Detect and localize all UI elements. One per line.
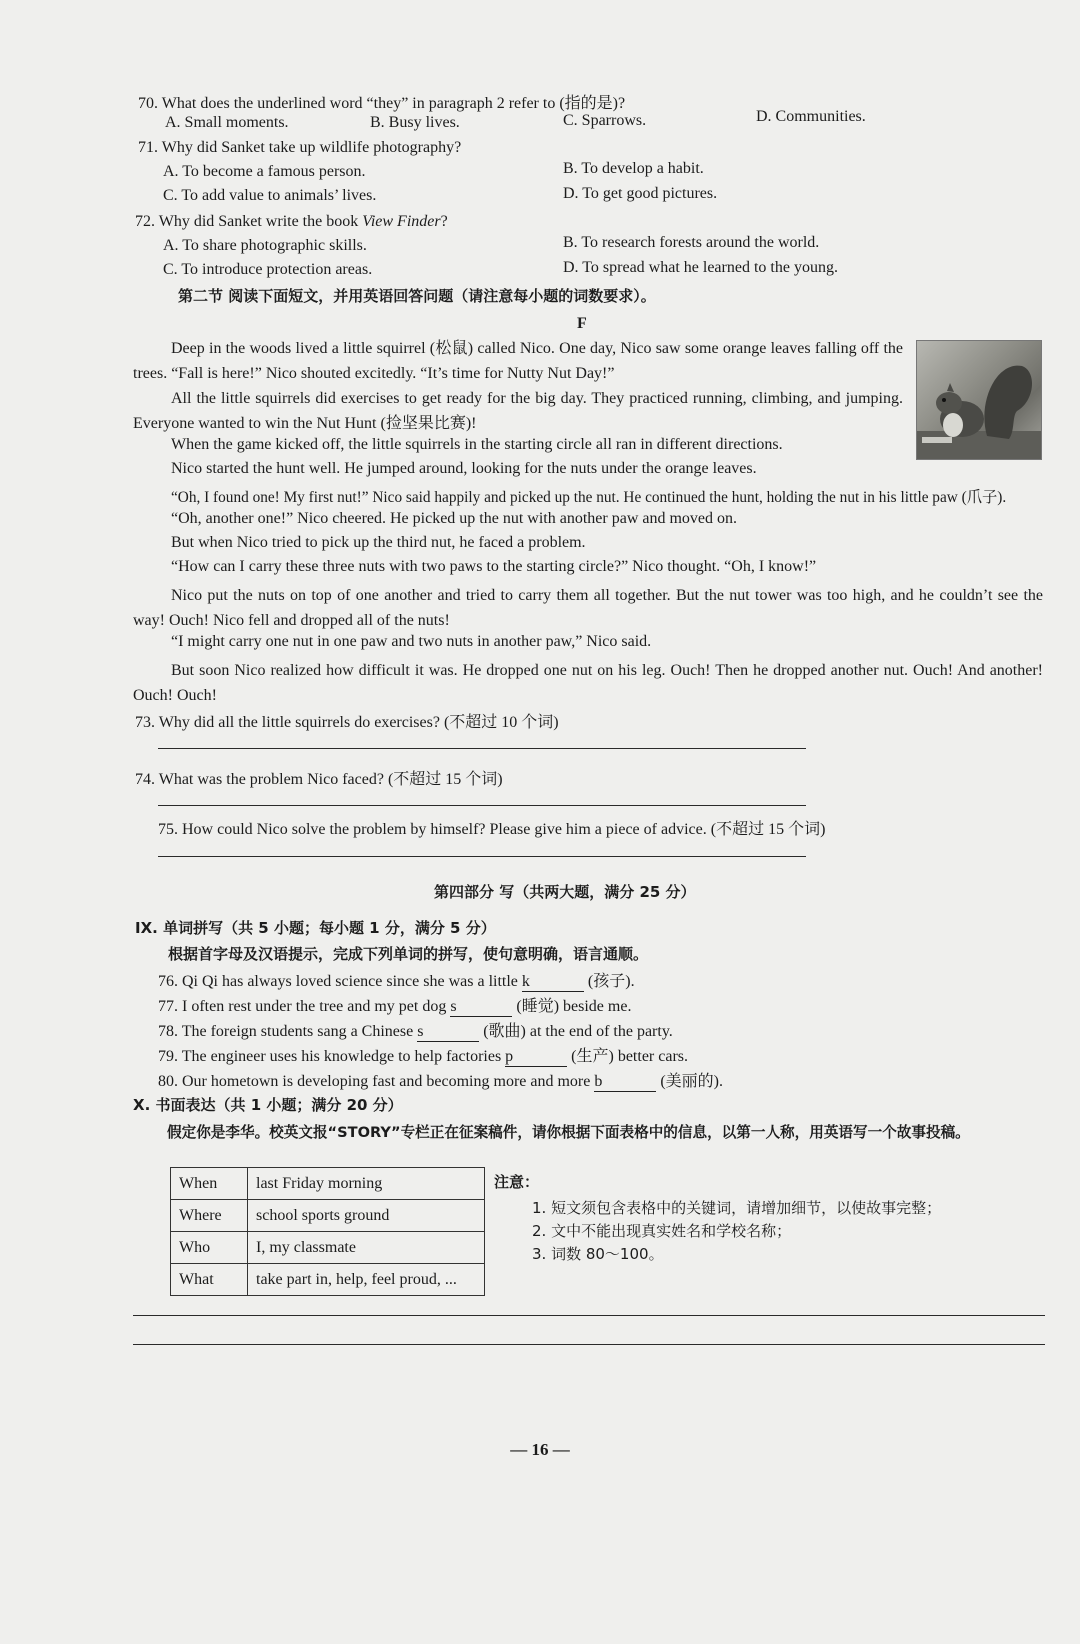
- question-74: 74. What was the problem Nico faced? (不超过 15 个词): [135, 771, 503, 788]
- question-77-hint: (睡觉) beside me.: [512, 998, 632, 1015]
- question-72-option-c: C. To introduce protection areas.: [163, 261, 373, 278]
- question-72-stem: [135, 213, 448, 231]
- question-73: 73. Why did all the little squirrels do exercises? (不超过 10 个词): [135, 714, 559, 731]
- table-row: [171, 1200, 485, 1232]
- question-71-option-a: A. To become a famous person.: [163, 163, 366, 180]
- passage-paragraph-10: “I might carry one nut in one paw and two nuts in another paw,” Nico said.: [171, 633, 652, 650]
- table-value: last Friday morning: [248, 1168, 485, 1200]
- question-70-option-b: B. Busy lives.: [370, 114, 460, 131]
- hint-letter-77: s: [450, 998, 457, 1015]
- answer-line-74[interactable]: [158, 805, 806, 806]
- blank-78[interactable]: [417, 1023, 479, 1042]
- writing-line-2[interactable]: [133, 1344, 1045, 1345]
- question-71-stem: 71. Why did Sanket take up wildlife photography?: [138, 139, 462, 156]
- table-row: [171, 1168, 485, 1200]
- question-70-option-d: D. Communities.: [756, 108, 866, 125]
- question-78: [158, 1018, 673, 1042]
- question-72-stem-prefix: 72. Why did Sanket write the book: [135, 213, 363, 230]
- note-1: 1. 短文须包含表格中的关键词，请增加细节，以使故事完整；: [532, 1199, 942, 1217]
- question-79-text: 79. The engineer uses his knowledge to help factories: [158, 1048, 506, 1065]
- writing-line-1[interactable]: [133, 1315, 1045, 1316]
- passage-paragraph-2: All the little squirrels did exercises to get ready for the big day. They practiced running, climbing, and jumping. Everyone wanted to win the Nut Hunt (捡坚果比赛)!: [133, 390, 903, 432]
- answer-line-73[interactable]: [158, 748, 806, 749]
- passage-paragraph-11: But soon Nico realized how difficult it was. He dropped one nut on his leg. Ouch! Then he dropped another nut. Ouch! And another! Ouch! Ouch!: [133, 662, 1043, 704]
- hint-letter-76: k: [521, 973, 530, 990]
- question-75: 75. How could Nico solve the problem by himself? Please give him a piece of advice. (不超过 15 个词): [158, 821, 826, 838]
- question-77: [158, 993, 631, 1017]
- table-value: school sports ground: [248, 1200, 485, 1232]
- hint-letter-80: b: [594, 1073, 603, 1090]
- table-key: What: [171, 1264, 248, 1296]
- notes-title: 注意：: [494, 1173, 540, 1191]
- passage-paragraph-8: “How can I carry these three nuts with two paws to the starting circle?” Nico thought. “Oh, I know!”: [171, 558, 817, 575]
- question-71-option-d: D. To get good pictures.: [563, 185, 718, 202]
- table-key: When: [171, 1168, 248, 1200]
- blank-79[interactable]: [505, 1048, 567, 1067]
- section-ix-heading: IX. 单词拼写（共 5 小题；每小题 1 分，满分 5 分）: [135, 919, 496, 937]
- section-x-instruction: 假定你是李华。校英文报“STORY”专栏正在征案稿件，请你根据下面表格中的信息，以第一人称，用英语写一个故事投稿。: [167, 1124, 970, 1141]
- squirrel-image: [917, 341, 1041, 459]
- passage-paragraph-4: Nico started the hunt well. He jumped around, looking for the nuts under the orange leaves.: [171, 460, 757, 477]
- question-76: [158, 968, 635, 992]
- info-table: [170, 1167, 485, 1296]
- table-value: I, my classmate: [248, 1232, 485, 1264]
- question-70-stem: 70. What does the underlined word “they” in paragraph 2 refer to (指的是)?: [138, 95, 626, 112]
- question-78-hint: (歌曲) at the end of the party.: [479, 1023, 673, 1040]
- passage-paragraph-5: “Oh, I found one! My first nut!” Nico said happily and picked up the nut. He continued the hunt, holding the nut in his little paw (爪子).: [171, 489, 1007, 506]
- question-76-text: 76. Qi Qi has always loved science since she was a little: [158, 973, 522, 990]
- question-80-hint: (美丽的).: [656, 1073, 724, 1090]
- question-72-option-a: A. To share photographic skills.: [163, 237, 367, 254]
- blank-77[interactable]: [450, 998, 512, 1017]
- question-70-option-a: A. Small moments.: [165, 114, 289, 131]
- question-80: [158, 1068, 723, 1092]
- note-3: 3. 词数 80～100。: [532, 1245, 664, 1263]
- table-row: [171, 1264, 485, 1296]
- hint-letter-78: s: [417, 1023, 424, 1040]
- question-80-text: 80. Our hometown is developing fast and becoming more and more: [158, 1073, 595, 1090]
- section-2-heading: 第二节 阅读下面短文，并用英语回答问题（请注意每小题的词数要求）。: [178, 287, 656, 305]
- passage-paragraph-9: Nico put the nuts on top of one another and tried to carry them all together. But the nut tower was too high, and he couldn’t see the way! Ouch! Nico fell and dropped all of the nuts!: [133, 587, 1043, 629]
- section-ix-instruction: 根据首字母及汉语提示，完成下列单词的拼写，使句意明确，语言通顺。: [168, 945, 649, 963]
- book-title: View Finder: [362, 213, 441, 230]
- squirrel-photo: [916, 340, 1042, 460]
- passage-paragraph-7: But when Nico tried to pick up the third nut, he faced a problem.: [171, 534, 586, 551]
- part-4-heading: 第四部分 写（共两大题，满分 25 分）: [434, 883, 696, 901]
- question-70-option-c: C. Sparrows.: [563, 112, 647, 129]
- question-71-option-c: C. To add value to animals’ lives.: [163, 187, 377, 204]
- passage-paragraph-1: Deep in the woods lived a little squirrel (松鼠) called Nico. One day, Nico saw some orange leaves falling off the trees. “Fall is here!” Nico shouted excitedly. “It’s time for Nutty Nut Day!”: [133, 340, 903, 382]
- passage-letter: F: [577, 315, 587, 332]
- question-72-option-d: D. To spread what he learned to the young.: [563, 259, 838, 276]
- table-key: Who: [171, 1232, 248, 1264]
- blank-80[interactable]: [594, 1073, 656, 1092]
- blank-76[interactable]: [522, 973, 584, 992]
- question-79-hint: (生产) better cars.: [567, 1048, 689, 1065]
- question-72-option-b: B. To research forests around the world.: [563, 234, 820, 251]
- question-76-hint: (孩子).: [583, 973, 635, 990]
- table-row: [171, 1232, 485, 1264]
- section-x-heading: X. 书面表达（共 1 小题；满分 20 分）: [133, 1096, 403, 1114]
- hint-letter-79: p: [505, 1048, 514, 1065]
- question-71-option-b: B. To develop a habit.: [563, 160, 704, 177]
- passage-paragraph-3: When the game kicked off, the little squirrels in the starting circle all ran in different directions.: [171, 436, 783, 453]
- table-key: Where: [171, 1200, 248, 1232]
- note-2: 2. 文中不能出现真实姓名和学校名称；: [532, 1222, 792, 1240]
- question-77-text: 77. I often rest under the tree and my pet dog: [158, 998, 451, 1015]
- passage-paragraph-6: “Oh, another one!” Nico cheered. He picked up the nut with another paw and moved on.: [171, 510, 738, 527]
- question-79: [158, 1043, 688, 1067]
- question-72-stem-suffix: ?: [440, 213, 448, 230]
- question-78-text: 78. The foreign students sang a Chinese: [158, 1023, 418, 1040]
- table-value: take part in, help, feel proud, ...: [248, 1264, 485, 1296]
- page-number: — 16 —: [510, 1440, 570, 1459]
- answer-line-75[interactable]: [158, 856, 806, 857]
